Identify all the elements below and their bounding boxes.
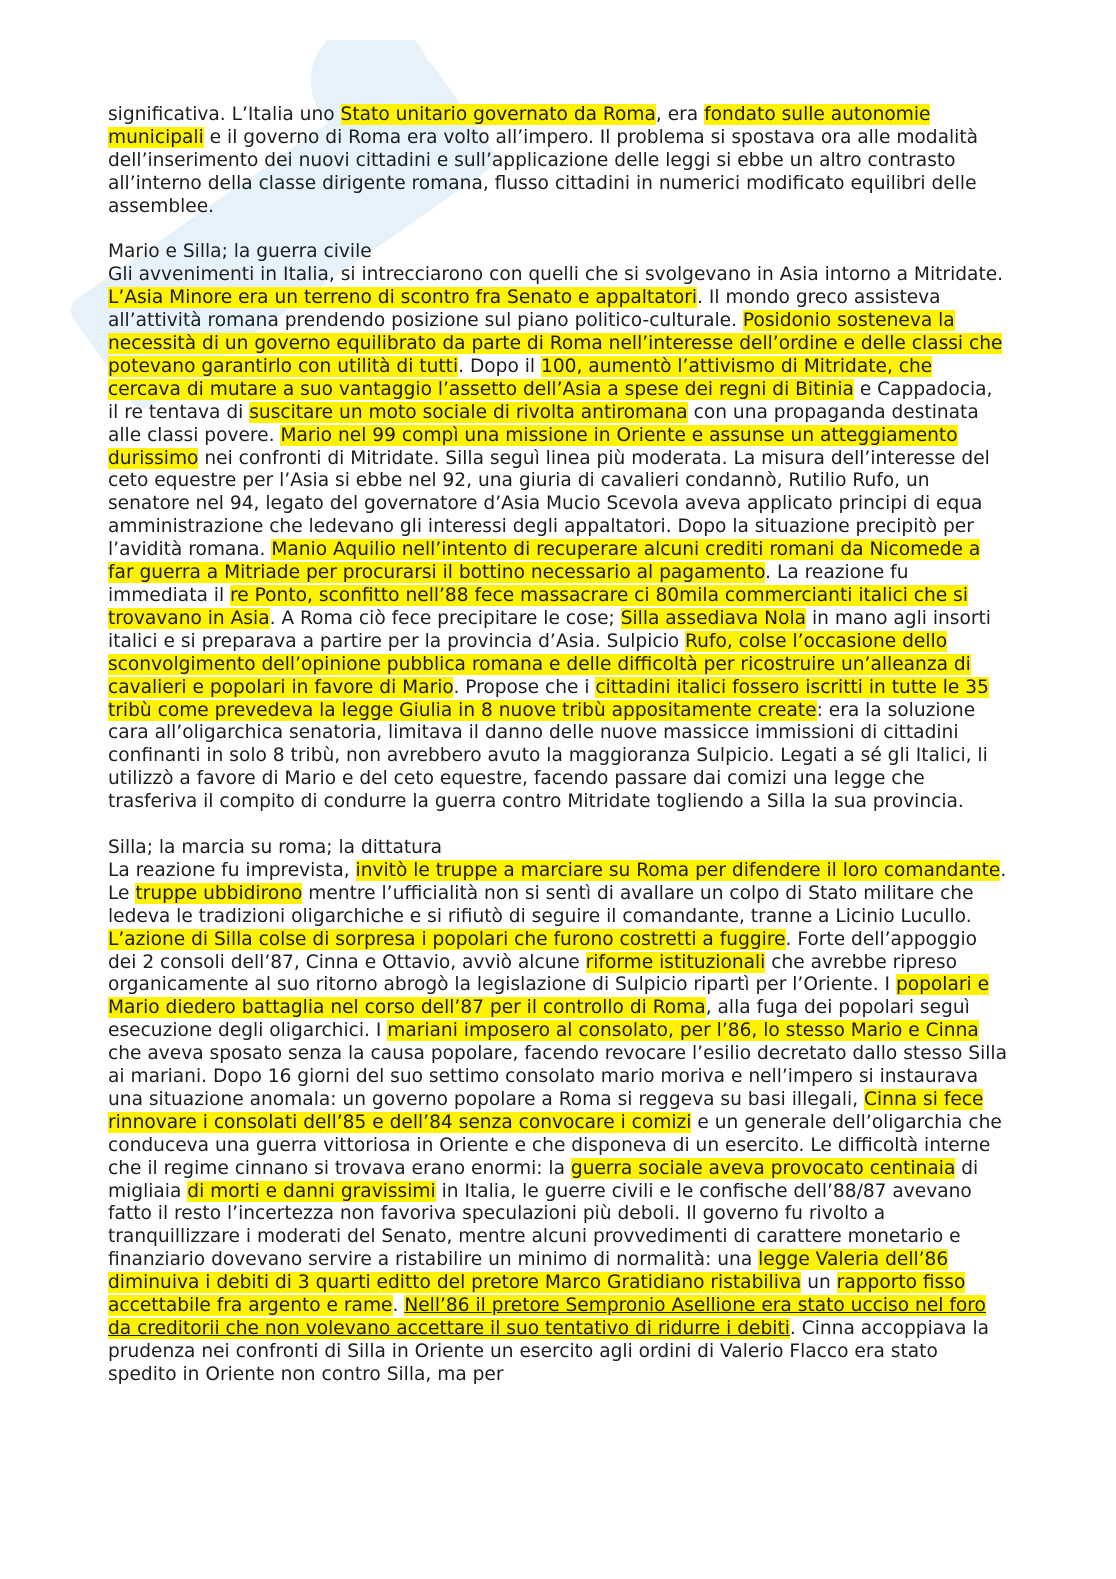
highlighted-text: Nell’86 il pretore Sempronio Asellione era stato ucciso nel foro da creditorii che non volevano accettare il suo tentativo di ridurre i debiti — [108, 1295, 986, 1339]
text-segment: . Il mondo greco assisteva all’attività romana prendendo posizione sul piano politico-culturale. — [108, 287, 941, 332]
text-segment: , alla fuga dei popolari seguì esecuzione degli oligarchici. I — [108, 997, 970, 1042]
highlighted-text: invitò le truppe a marciare su Roma per difendere il loro comandante — [355, 859, 1001, 881]
highlighted-text: cittadini italici fossero iscritti in tutte le 35 tribù come prevedeva la legge Giulia in 8 nuove tribù appositamente create — [108, 676, 989, 721]
text-segment: Mario e Silla; la guerra civile — [108, 241, 372, 263]
highlighted-text: Posidonio sosteneva la necessità di un governo equilibrato da parte di Roma nell’interesse dell’ordine e delle classi che potevano garantirlo con utilità di tutti — [108, 310, 1003, 377]
paragraph-silla-roma — [108, 860, 1008, 1387]
document-body — [108, 104, 1008, 1387]
text-segment: . Dopo il — [458, 355, 541, 377]
text-segment: in Italia, le guerre civili e le confische dell’88/87 avevano fatto il resto l’incertezza non favoriva speculazioni più deboli. Il governo fu rivolto a tranquillizzare i moderati del Senato, mentre alcuni provvedimenti di carattere monetario e finanziario dovevano servire a ristabilire un minimo di normalità: una — [108, 1180, 972, 1271]
text-segment: e Cappadocia, il re tentava di — [108, 378, 993, 423]
highlighted-text: Stato unitario governato da Roma — [340, 104, 656, 125]
text-segment: . A Roma ciò fece precipitare le cose; — [269, 607, 621, 629]
highlighted-text: Cinna si fece rinnovare i consolati dell’85 e dell’84 senza convocare i comizi — [108, 1088, 984, 1133]
section-heading-silla-roma — [108, 837, 1008, 860]
highlighted-text: L’azione di Silla colse di sorpresa i popolari che furono costretti a fuggire — [108, 928, 786, 950]
text-segment: . — [392, 1295, 405, 1317]
text-segment: La reazione fu imprevista, — [108, 859, 356, 881]
highlighted-text: rapporto fisso accettabile fra argento e rame — [108, 1272, 966, 1317]
text-segment: : era la soluzione cara all’oligarchica senatoria, limitava il danno delle nuove massicce immissioni di cittadini confinanti in solo 8 tribù, non avrebbero avuto la maggioranza Sulpicio. Legati a sé gli Italici, li utilizzò a favore di Mario e del ceto equestre, facendo passare dai comizi una legge che trasferiva il compito di condurre la guerra contro Mitridate togliendo a Silla la sua provincia. — [108, 699, 988, 813]
text-segment: nei confronti di Mitridate. Silla seguì linea più moderata. La misura dell’interesse del ceto equestre per l’Asia si ebbe nel 92, una giuria di cavalieri condannò, Rutilio Rufo, un senatore nel 94, legato del governatore d’Asia Mucio Scevola aveva applicato principi di equa amministrazione che ledevano gli interessi degli appaltatori. Dopo la situazione precipitò per l’avidità romana. — [108, 447, 990, 561]
highlighted-text: Manio Aquilio nell’intento di recuperare alcuni crediti romani da Nicomede a far guerra a Mitriade per procurarsi il bottino necessario al pagamento — [108, 539, 981, 584]
text-segment: Silla; la marcia su roma; la dittatura — [108, 836, 442, 858]
paragraph-intro — [108, 104, 1008, 219]
highlighted-text: 100, aumentò l’attivismo di Mitridate, che cercava di mutare a suo vantaggio l’assetto dell’Asia a spese dei regni di Bitinia — [108, 355, 933, 400]
text-segment: . Le — [108, 859, 1007, 904]
text-segment: in mano agli insorti italici e si preparava a partire per la provincia d’Asia. Sulpicio — [108, 607, 991, 652]
text-segment: con una propaganda destinata alle classi povere. — [108, 401, 979, 446]
text-segment: un — [801, 1272, 837, 1294]
text-segment: Gli avvenimenti in Italia, si intrecciarono con quelli che si svolgevano in Asia intorno a Mitridate. — [108, 264, 1004, 286]
highlighted-text: Mario nel 99 compì una missione in Oriente e assunse un atteggiamento durissimo — [108, 424, 958, 469]
highlighted-text: suscitare un moto sociale di rivolta antiromana — [249, 401, 688, 423]
text-segment: . La reazione fu immediata il — [108, 562, 909, 607]
highlighted-text: fondato sulle autonomie municipali — [108, 104, 931, 148]
text-segment: significativa. L’Italia uno — [108, 104, 341, 125]
text-segment: . Propose che i — [453, 676, 596, 698]
highlighted-text: Silla assediava Nola — [620, 607, 807, 629]
text-segment: che aveva sposato senza la causa popolare, facendo revocare l’esilio decretato dallo stesso Silla ai mariani. Dopo 16 giorni del suo settimo consolato mario moriva e nell’impero si instaurava una situazione anomala: un governo popolare a Roma si reggeva su basi illegali, — [108, 1043, 1007, 1110]
highlighted-text: truppe ubbidirono — [135, 882, 303, 904]
section-heading-mario-silla — [108, 241, 1008, 264]
highlighted-text: popolari e Mario diedero battaglia nel corso dell’87 per il controllo di Roma — [108, 974, 990, 1019]
highlighted-text: riforme istituzionali — [585, 951, 766, 973]
text-segment: mentre l’ufficialità non si sentì di avallare un colpo di Stato militare che ledeva le tradizioni oligarchiche e si rifiutò di seguire il comandante, tranne a Licinio Lucullo. — [108, 882, 974, 927]
text-segment: . Cinna accoppiava la prudenza nei confronti di Silla in Oriente un esercito agli ordini di Valerio Flacco era stato spedito in Oriente non contro Silla, ma per — [108, 1318, 989, 1385]
highlighted-text: legge Valeria dell’86 diminuiva i debiti di 3 quarti editto del pretore Marco Gratidiano ristabiliva — [108, 1249, 949, 1294]
text-segment: . Forte dell’appoggio dei 2 consoli dell’87, Cinna e Ottavio, avviò alcune — [108, 928, 978, 973]
highlighted-text: re Ponto, sconfitto nell’88 fece massacrare ci 80mila commercianti italici che si trovavano in Asia — [108, 585, 969, 629]
highlighted-text: di morti e danni gravissimi — [187, 1180, 436, 1202]
text-segment: di migliaia — [108, 1157, 979, 1202]
highlighted-text: mariani imposero al consolato, per l’86, lo stesso Mario e Cinna — [387, 1020, 979, 1042]
text-segment: e un generale dell’oligarchia che conduceva una guerra vittoriosa in Oriente e che disponeva di un esercito. Le difficoltà interne che il regime cinnano si trovava erano enormi: la — [108, 1111, 1002, 1179]
highlighted-text: guerra sociale aveva provocato centinaia — [570, 1157, 956, 1179]
text-segment: e il governo di Roma era volto all’impero. Il problema si spostava ora alle modalità dell’inserimento dei nuovi cittadini e sull’applicazione delle leggi si ebbe un altro contrasto all’interno della classe dirigente romana, flusso cittadini in numerici modificato equilibri delle assemblee. — [108, 126, 979, 217]
text-segment: che avrebbe ripreso organicamente al suo ritorno abrogò la legislazione di Sulpicio ripartì per l’Oriente. I — [108, 951, 957, 996]
highlighted-text: L’Asia Minore era un terreno di scontro fra Senato e appaltatori — [108, 287, 698, 309]
text-segment: , era — [655, 104, 705, 125]
highlighted-text: Rufo, colse l’occasione dello sconvolgimento dell’opinione pubblica romana e delle difficoltà per ricostruire un’alleanza di cavalieri e popolari in favore di Mario — [108, 630, 971, 698]
paragraph-mario-silla — [108, 264, 1008, 814]
